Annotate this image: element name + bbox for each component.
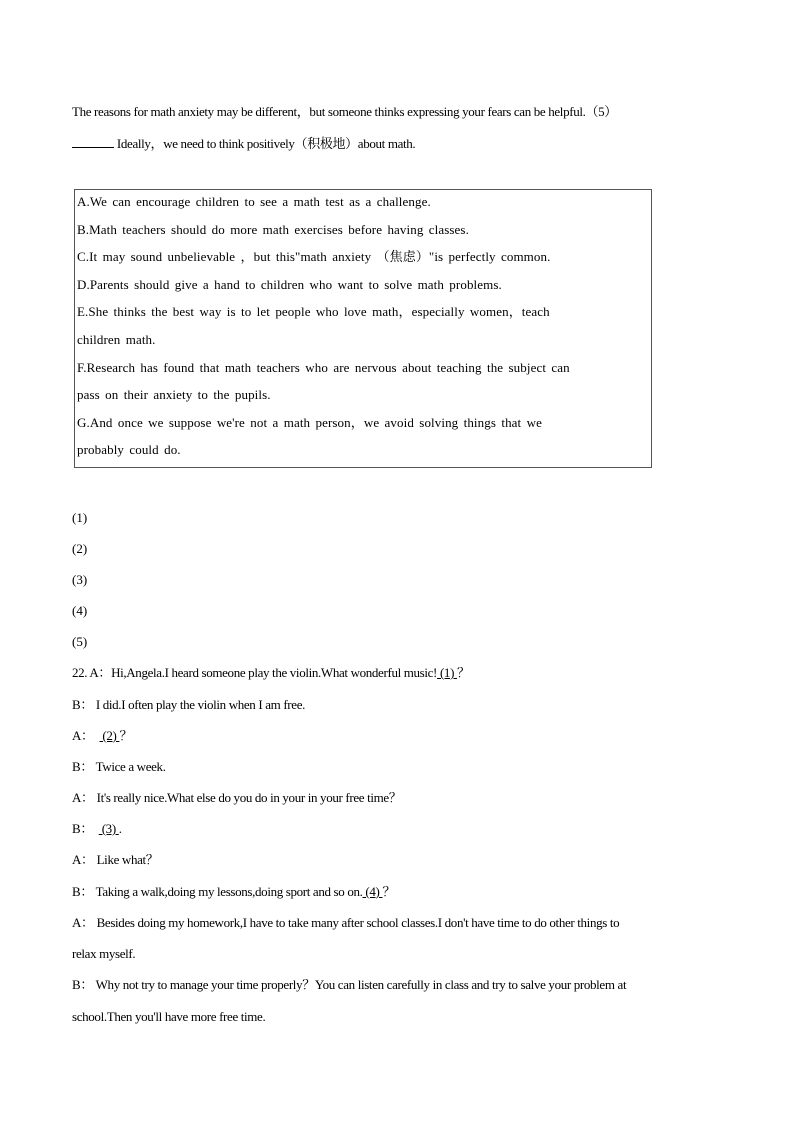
dialogue-line-b5-1: B： Why not try to manage your time properly？You can listen carefully in class and try to salve your problem at [72, 977, 627, 992]
dialogue-a1-text: 22. A：Hi,Angela.I heard someone play the violin.What wonderful music! [72, 665, 438, 680]
dialogue-blank-1[interactable]: (1) [437, 665, 457, 680]
dialogue-line-a4: A： Like what？ [72, 852, 159, 867]
option-g-line-2: probably could do. [77, 442, 181, 457]
answer-slot-4[interactable]: (4) [72, 603, 88, 618]
option-f-line-2: pass on their anxiety to the pupils. [77, 387, 271, 402]
dialogue-b3-end: . [118, 821, 122, 836]
dialogue-b3-prefix: B： [72, 821, 93, 836]
dialogue-line-b3 [72, 821, 122, 837]
dialogue-a2-end: ？ [119, 728, 133, 743]
dialogue-line-b5-2: school.Then you'll have more free time. [72, 1009, 266, 1024]
answer-slot-2[interactable]: (2) [72, 541, 88, 556]
dialogue-line-b1: B： I did.I often play the violin when I am free. [72, 697, 306, 712]
option-e-line-2: children math. [77, 332, 156, 347]
option-e-line-1: E.She thinks the best way is to let people who love math，especially women，teach [77, 304, 550, 319]
passage-line-2 [72, 135, 415, 152]
option-f-line-1: F.Research has found that math teachers who are nervous about teaching the subject can [77, 360, 570, 375]
option-d: D.Parents should give a hand to children who want to solve math problems. [77, 277, 502, 292]
answer-blank-5[interactable] [72, 135, 114, 148]
dialogue-line-a5-1: A： Besides doing my homework,I have to take many after school classes.I don't have time to do other things to [72, 915, 620, 930]
dialogue-blank-3[interactable]: (3) [98, 821, 119, 836]
dialogue-line-b2: B： Twice a week. [72, 759, 166, 774]
passage-line-1: The reasons for math anxiety may be different，but someone thinks expressing your fears can be helpful.（5） [72, 104, 617, 119]
answer-slot-3[interactable]: (3) [72, 572, 88, 587]
answer-slot-5[interactable]: (5) [72, 634, 88, 649]
dialogue-a1-end: ？ [456, 665, 470, 680]
dialogue-line-a1 [72, 665, 470, 681]
answer-slot-1[interactable]: (1) [72, 510, 88, 525]
dialogue-b4-end: ？ [382, 884, 396, 899]
options-box [74, 189, 652, 468]
option-c: C.It may sound unbelievable ，but this"math anxiety （焦虑）"is perfectly common. [77, 249, 551, 264]
dialogue-b4-text: B： Taking a walk,doing my lessons,doing sport and so on. [72, 884, 363, 899]
dialogue-a2-prefix: A： [72, 728, 94, 743]
passage-line-2-text: Ideally，we need to think positively（积极地）about math. [114, 136, 416, 151]
option-b: B.Math teachers should do more math exercises before having classes. [77, 222, 469, 237]
dialogue-line-a5-2: relax myself. [72, 946, 136, 961]
dialogue-line-a3: A： It's really nice.What else do you do in your in your free time？ [72, 790, 402, 805]
dialogue-line-b4 [72, 884, 395, 900]
option-g-line-1: G.And once we suppose we're not a math person，we avoid solving things that we [77, 415, 542, 430]
dialogue-blank-2[interactable]: (2) [99, 728, 120, 743]
option-a: A.We can encourage children to see a math test as a challenge. [77, 194, 431, 209]
dialogue-blank-4[interactable]: (4) [362, 884, 383, 899]
dialogue-line-a2 [72, 728, 132, 744]
